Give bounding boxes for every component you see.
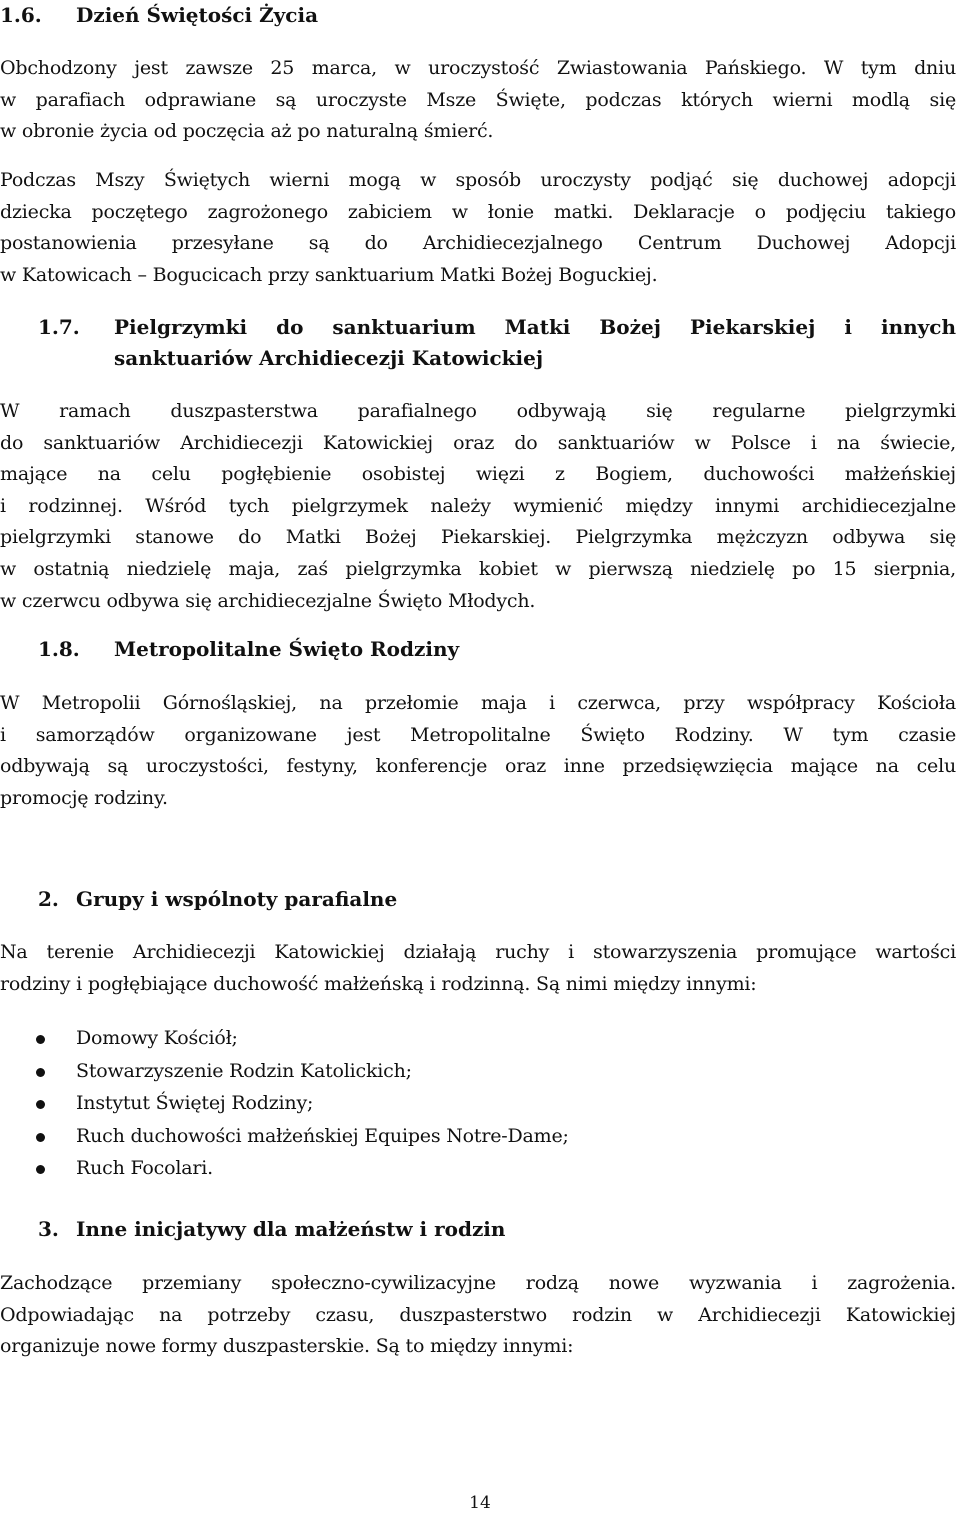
text-line: W Metropolii Górnośląskiej, na przełomie maja i czerwca, przy współpracy Kościoła: [0, 692, 956, 714]
list-item: [0, 1022, 956, 1055]
list-item: [0, 1087, 956, 1120]
section-title: Inne inicjatywy dla małżeństw i rodzin: [76, 1217, 506, 1241]
text-line: i rodzinnej. Wśród tych pielgrzymek należy wymienić między innymi archidiecezjalne: [0, 494, 956, 517]
text-line: w obronie życia od poczęcia aż po naturalną śmierć.: [0, 120, 494, 143]
section-heading-1-8: [38, 634, 956, 665]
section-heading-1-6: [0, 0, 956, 31]
text-line: pielgrzymki stanowe do Matki Bożej Piekarskiej. Pielgrzymka mężczyzn odbywa się: [0, 526, 956, 549]
list-item-label: Ruch duchowości małżeńskiej Equipes Notre-Dame;: [76, 1124, 569, 1147]
paragraph-day-of-life: [0, 53, 956, 148]
section-number: 1.6.: [0, 3, 42, 27]
section-title: Metropolitalne Święto Rodziny: [114, 637, 460, 661]
list-item: [0, 1055, 956, 1088]
text-line: postanowienia przesyłane są do Archidiecezjalnego Centrum Duchowej Adopcji: [0, 232, 956, 255]
section-number: 3.: [38, 1217, 59, 1241]
section-title: Dzień Świętości Życia: [76, 3, 319, 27]
text-line: Na terenie Archidiecezji Katowickiej działają ruchy i stowarzyszenia promujące wartości: [0, 941, 956, 963]
section-title-line: Pielgrzymki do sanktuarium Matki Bożej Piekarskiej i innych: [114, 315, 956, 339]
text-line: promocję rodziny.: [0, 786, 168, 809]
bullet-icon: [36, 1035, 45, 1044]
groups-list: [0, 1022, 956, 1185]
list-item-label: Stowarzyszenie Rodzin Katolickich;: [76, 1059, 412, 1082]
text-line: odbywają są uroczystości, festyny, konferencje oraz inne przedsięwzięcia mające na celu: [0, 755, 956, 778]
bullet-icon: [36, 1068, 45, 1077]
section-title-block: [114, 312, 956, 374]
section-heading-1-7: [38, 312, 956, 374]
text-line: do sanktuariów Archidiecezji Katowickiej oraz do sanktuariów w Polsce i na świecie,: [0, 431, 956, 454]
list-item: [0, 1152, 956, 1185]
section-number: 1.8.: [38, 637, 80, 661]
paragraph-family-feast: [0, 688, 956, 814]
list-item-label: Domowy Kościół;: [76, 1027, 238, 1049]
text-line: W ramach duszpasterstwa parafialnego odbywają się regularne pielgrzymki: [0, 400, 956, 422]
text-line: i samorządów organizowane jest Metropolitalne Święto Rodziny. W tym czasie: [0, 723, 956, 746]
text-line: Zachodzące przemiany społeczno-cywilizacyjne rodzą nowe wyzwania i zagrożenia.: [0, 1272, 956, 1294]
text-line: w Katowicach – Bogucicach przy sanktuarium Matki Bożej Boguckiej.: [0, 263, 658, 286]
section-heading-2: [38, 884, 956, 915]
paragraph-pilgrimages: [0, 396, 956, 617]
paragraph-spiritual-adoption: [0, 165, 956, 291]
text-line: dziecka poczętego zagrożonego zabiciem w łonie matki. Deklaracje o podjęciu takiego: [0, 200, 956, 223]
text-line: mające na celu pogłębienie osobistej więzi z Bogiem, duchowości małżeńskiej: [0, 463, 956, 486]
text-line: Obchodzony jest zawsze 25 marca, w uroczystość Zwiastowania Pańskiego. W tym dniu: [0, 57, 956, 79]
paragraph-other-initiatives: [0, 1268, 956, 1363]
section-title: Grupy i wspólnoty parafialne: [76, 887, 398, 911]
list-item-label: Instytut Świętej Rodziny;: [76, 1092, 314, 1115]
page-number: 14: [469, 1493, 491, 1513]
bullet-icon: [36, 1133, 45, 1142]
text-line: w czerwcu odbywa się archidiecezjalne Święto Młodych.: [0, 589, 536, 612]
bullet-icon: [36, 1100, 45, 1109]
section-title-line: sanktuariów Archidiecezji Katowickiej: [114, 346, 544, 370]
text-line: rodziny i pogłębiające duchowość małżeńską i rodzinną. Są nimi między innymi:: [0, 972, 757, 995]
section-number: 1.7.: [38, 315, 80, 339]
section-heading-3: [38, 1214, 956, 1245]
text-line: w parafiach odprawiane są uroczyste Msze Święte, podczas których wierni modlą się: [0, 88, 956, 111]
list-item-label: Ruch Focolari.: [76, 1157, 213, 1180]
section-number: 2.: [38, 887, 59, 911]
text-line: Podczas Mszy Świętych wierni mogą w sposób uroczysty podjąć się duchowej adopcji: [0, 169, 956, 191]
text-line: w ostatnią niedzielę maja, zaś pielgrzymka kobiet w pierwszą niedzielę po 15 sierpnia,: [0, 557, 956, 580]
bullet-icon: [36, 1165, 45, 1174]
list-item: [0, 1120, 956, 1153]
paragraph-groups-intro: [0, 937, 956, 1000]
text-line: organizuje nowe formy duszpasterskie. Są to między innymi:: [0, 1335, 574, 1358]
text-line: Odpowiadając na potrzeby czasu, duszpasterstwo rodzin w Archidiecezji Katowickiej: [0, 1303, 956, 1326]
